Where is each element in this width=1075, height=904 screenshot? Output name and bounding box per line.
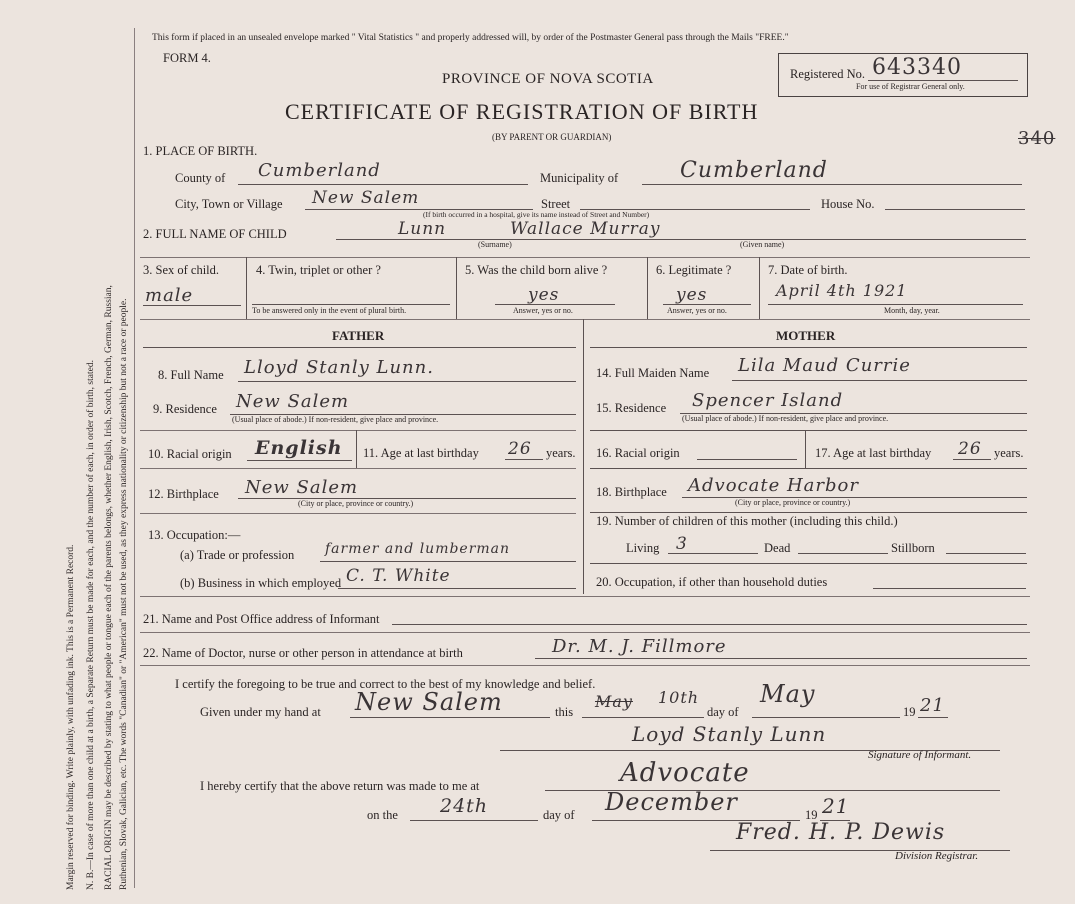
registrar-signature-label: Division Registrar. bbox=[895, 850, 979, 862]
father-heading-rule bbox=[143, 347, 576, 348]
given-year-prefix: 19 bbox=[903, 705, 916, 719]
mother-residence-note: (Usual place of abode.) If non-resident, give place and province. bbox=[682, 414, 889, 423]
father-age-underline bbox=[505, 459, 543, 460]
stillborn-label: Stillborn bbox=[891, 541, 935, 555]
father-age-label: 11. Age at last birthday bbox=[363, 446, 479, 460]
mother-rule-1 bbox=[590, 430, 1027, 431]
father-name-label: 8. Full Name bbox=[158, 368, 224, 382]
margin-note-multiple-births: N. B.—In case of more than one child at a birth, a Separate Return must be made for each, and the number of each, in order of birth, stated. bbox=[86, 360, 96, 890]
father-occupation-label: 13. Occupation:— bbox=[148, 528, 241, 542]
registrar-signature: Fred. H. P. Dewis bbox=[736, 820, 946, 845]
living-label: Living bbox=[626, 541, 660, 555]
dead-label: Dead bbox=[764, 541, 791, 555]
given-place-underline bbox=[350, 717, 550, 718]
given-dayof-label: day of bbox=[707, 705, 739, 719]
given-day-value: 10th bbox=[658, 688, 700, 707]
struck-word: May bbox=[595, 692, 633, 711]
date-note: Month, day, year. bbox=[884, 306, 940, 315]
father-racial-label: 10. Racial origin bbox=[148, 447, 232, 461]
municipality-value: Cumberland bbox=[680, 158, 828, 183]
father-racial-underline bbox=[247, 460, 352, 461]
mother-name-value: Lila Maud Currie bbox=[738, 355, 911, 376]
mother-rule-3 bbox=[590, 512, 1027, 513]
registrar-place-value: Advocate bbox=[620, 758, 750, 788]
county-label: County of bbox=[175, 171, 226, 185]
legitimate-underline bbox=[663, 304, 751, 305]
mother-birthplace-underline bbox=[682, 497, 1027, 498]
mother-occupation-label: 20. Occupation, if other than household duties bbox=[596, 575, 828, 589]
mother-residence-label: 15. Residence bbox=[596, 401, 667, 415]
doctor-label: 22. Name of Doctor, nurse or other person in attendance at birth bbox=[143, 646, 463, 660]
house-no-label: House No. bbox=[821, 197, 875, 211]
father-trade-value: farmer and lumberman bbox=[325, 541, 511, 557]
registrar-year-prefix: 19 bbox=[805, 808, 818, 822]
given-day-underline bbox=[582, 717, 704, 718]
margin-note-binding: Margin reserved for binding. Write plainly, with unfading ink. This is a Permanent Record. bbox=[66, 544, 76, 890]
province-heading: PROVINCE OF NOVA SCOTIA bbox=[442, 71, 654, 87]
row-separator-informant bbox=[140, 596, 1030, 597]
date-of-birth-label: 7. Date of birth. bbox=[768, 263, 848, 277]
father-name-underline bbox=[238, 381, 576, 382]
sex-value: male bbox=[145, 285, 194, 306]
certificate-title: CERTIFICATE OF REGISTRATION OF BIRTH bbox=[285, 99, 759, 124]
county-value: Cumberland bbox=[258, 160, 381, 181]
mother-birthplace-note: (City or place, province or country.) bbox=[735, 498, 851, 507]
mother-rule-2 bbox=[590, 468, 1027, 469]
father-birthplace-value: New Salem bbox=[245, 477, 359, 498]
father-heading: FATHER bbox=[332, 328, 385, 343]
father-business-label: (b) Business in which employed bbox=[180, 576, 342, 590]
municipality-label: Municipality of bbox=[540, 171, 619, 185]
informant-label: 21. Name and Post Office address of Informant bbox=[143, 612, 380, 626]
mother-racial-label: 16. Racial origin bbox=[596, 446, 680, 460]
father-name-value: Lloyd Stanly Lunn. bbox=[244, 357, 434, 378]
father-residence-value: New Salem bbox=[236, 391, 350, 412]
father-residence-label: 9. Residence bbox=[153, 402, 217, 416]
divider-1 bbox=[246, 257, 247, 319]
binding-rule bbox=[134, 28, 135, 888]
mother-rule-4 bbox=[590, 563, 1027, 564]
alive-label: 5. Was the child born alive ? bbox=[465, 263, 608, 277]
registrar-on-label: on the bbox=[367, 808, 398, 822]
registrar-dayof-label: day of bbox=[543, 808, 575, 822]
mother-birthplace-label: 18. Birthplace bbox=[596, 485, 667, 499]
corner-number: 340 bbox=[1018, 128, 1056, 149]
mother-residence-value: Spencer Island bbox=[692, 390, 844, 411]
sex-label: 3. Sex of child. bbox=[143, 263, 220, 277]
date-of-birth-value: April 4th 1921 bbox=[776, 281, 908, 300]
given-month-value: May bbox=[760, 680, 816, 708]
father-racial-value: English bbox=[255, 437, 343, 459]
certificate-subtitle: (BY PARENT OR GUARDIAN) bbox=[492, 132, 612, 142]
given-year-value: 21 bbox=[920, 695, 945, 716]
living-underline bbox=[668, 553, 758, 554]
street-label: Street bbox=[541, 197, 571, 211]
mother-age-label: 17. Age at last birthday bbox=[815, 446, 932, 460]
legitimate-note: Answer, yes or no. bbox=[667, 306, 727, 315]
city-label: City, Town or Village bbox=[175, 197, 283, 211]
registered-label: Registered No. bbox=[790, 67, 865, 81]
registered-underline bbox=[868, 80, 1018, 81]
registrar-day-value: 24th bbox=[440, 795, 489, 817]
mother-heading-rule bbox=[590, 347, 1027, 348]
father-business-value: C. T. White bbox=[346, 566, 451, 586]
surname-note: (Surname) bbox=[478, 240, 512, 249]
living-value: 3 bbox=[676, 534, 688, 554]
registrar-statement: I hereby certify that the above return was made to me at bbox=[200, 779, 480, 793]
divider-4 bbox=[759, 257, 760, 319]
alive-value: yes bbox=[528, 285, 560, 305]
father-rule-2 bbox=[140, 468, 576, 469]
children-count-label: 19. Number of children of this mother (including this child.) bbox=[596, 514, 898, 528]
father-age-unit: years. bbox=[546, 446, 576, 460]
mother-name-underline bbox=[732, 380, 1027, 381]
given-year-underline bbox=[918, 717, 948, 718]
informant-underline bbox=[392, 624, 1027, 625]
father-trade-underline bbox=[320, 561, 576, 562]
given-place-value: New Salem bbox=[355, 688, 503, 716]
father-age-value: 26 bbox=[508, 439, 532, 459]
mother-birthplace-value: Advocate Harbor bbox=[688, 475, 859, 496]
child-name-label: 2. FULL NAME OF CHILD bbox=[143, 227, 287, 241]
mother-age-value: 26 bbox=[958, 439, 982, 459]
mother-age-divider bbox=[805, 430, 806, 468]
alive-note: Answer, yes or no. bbox=[513, 306, 573, 315]
legitimate-value: yes bbox=[676, 285, 708, 305]
child-given-name: Wallace Murray bbox=[510, 219, 661, 239]
mother-name-label: 14. Full Maiden Name bbox=[596, 366, 710, 380]
parents-divider bbox=[583, 319, 584, 594]
doctor-underline bbox=[535, 658, 1027, 659]
father-age-divider bbox=[356, 430, 357, 468]
given-month-underline bbox=[752, 717, 900, 718]
registered-number: 643340 bbox=[872, 55, 962, 80]
registrar-month-value: December bbox=[605, 788, 738, 816]
margin-note-racial-origin: RACIAL ORIGIN may be described by stating to what people or tongue each of the parents belongs, whether English, Irish, Scotch, French, German, Russian, bbox=[104, 285, 114, 890]
father-trade-label: (a) Trade or profession bbox=[180, 548, 295, 562]
county-underline bbox=[238, 184, 528, 185]
mother-occupation-underline bbox=[873, 588, 1026, 589]
place-of-birth-heading: 1. PLACE OF BIRTH. bbox=[143, 144, 258, 158]
twin-label: 4. Twin, triplet or other ? bbox=[256, 263, 381, 277]
postal-notice: This form if placed in an unsealed envelope marked " Vital Statistics " and properly addressed will, by order of the Postmaster General pass through the Mails "FREE." bbox=[152, 33, 789, 43]
row-separator-doctor bbox=[140, 632, 1030, 633]
divider-3 bbox=[647, 257, 648, 319]
stillborn-underline bbox=[946, 553, 1026, 554]
informant-signature: Loyd Stanly Lunn bbox=[632, 722, 827, 746]
father-rule-3 bbox=[140, 513, 576, 514]
date-underline bbox=[768, 304, 1023, 305]
alive-underline bbox=[495, 304, 615, 305]
registrar-note: For use of Registrar General only. bbox=[856, 82, 965, 91]
father-residence-note: (Usual place of abode.) If non-resident, give place and province. bbox=[232, 415, 439, 424]
child-name-underline bbox=[336, 239, 1026, 240]
mother-age-underline bbox=[953, 459, 991, 460]
mother-age-unit: years. bbox=[994, 446, 1024, 460]
twin-underline bbox=[252, 304, 450, 305]
doctor-value: Dr. M. J. Fillmore bbox=[552, 636, 727, 657]
municipality-underline bbox=[642, 184, 1022, 185]
signature-label: Signature of Informant. bbox=[868, 749, 972, 761]
registrar-day-underline bbox=[410, 820, 538, 821]
this-label: this bbox=[555, 705, 574, 719]
dead-underline bbox=[798, 553, 888, 554]
mother-heading: MOTHER bbox=[776, 328, 836, 343]
registrar-year-value: 21 bbox=[822, 794, 850, 818]
father-business-underline bbox=[338, 588, 576, 589]
legitimate-label: 6. Legitimate ? bbox=[656, 263, 732, 277]
divider-2 bbox=[456, 257, 457, 319]
given-name-note: (Given name) bbox=[740, 240, 785, 249]
father-birthplace-note: (City or place, province or country.) bbox=[298, 499, 414, 508]
twin-note: To be answered only in the event of plural birth. bbox=[252, 306, 407, 315]
sex-underline bbox=[143, 305, 241, 306]
certify-statement: I certify the foregoing to be true and correct to the best of my knowledge and belief. bbox=[175, 677, 596, 691]
signature-left-line bbox=[500, 750, 628, 751]
row-separator-top bbox=[140, 257, 1030, 258]
margin-note-racial-origin-cont: Ruthenian, Slovak, Galician, etc. The words "Canadian" or "American" must not be used, as they express nationality or citizenship but not a race or people. bbox=[119, 298, 129, 890]
city-value: New Salem bbox=[312, 188, 420, 208]
street-note: (If birth occurred in a hospital, give its name instead of Street and Number) bbox=[423, 210, 650, 219]
form-number: FORM 4. bbox=[163, 51, 211, 65]
row-separator-parents bbox=[140, 319, 1030, 320]
row-separator-certify bbox=[140, 665, 1030, 666]
house-underline bbox=[885, 209, 1025, 210]
mother-racial-underline bbox=[697, 459, 797, 460]
given-under-hand-label: Given under my hand at bbox=[200, 705, 321, 719]
child-surname: Lunn bbox=[398, 219, 447, 239]
father-rule-1 bbox=[140, 430, 576, 431]
father-birthplace-label: 12. Birthplace bbox=[148, 487, 219, 501]
